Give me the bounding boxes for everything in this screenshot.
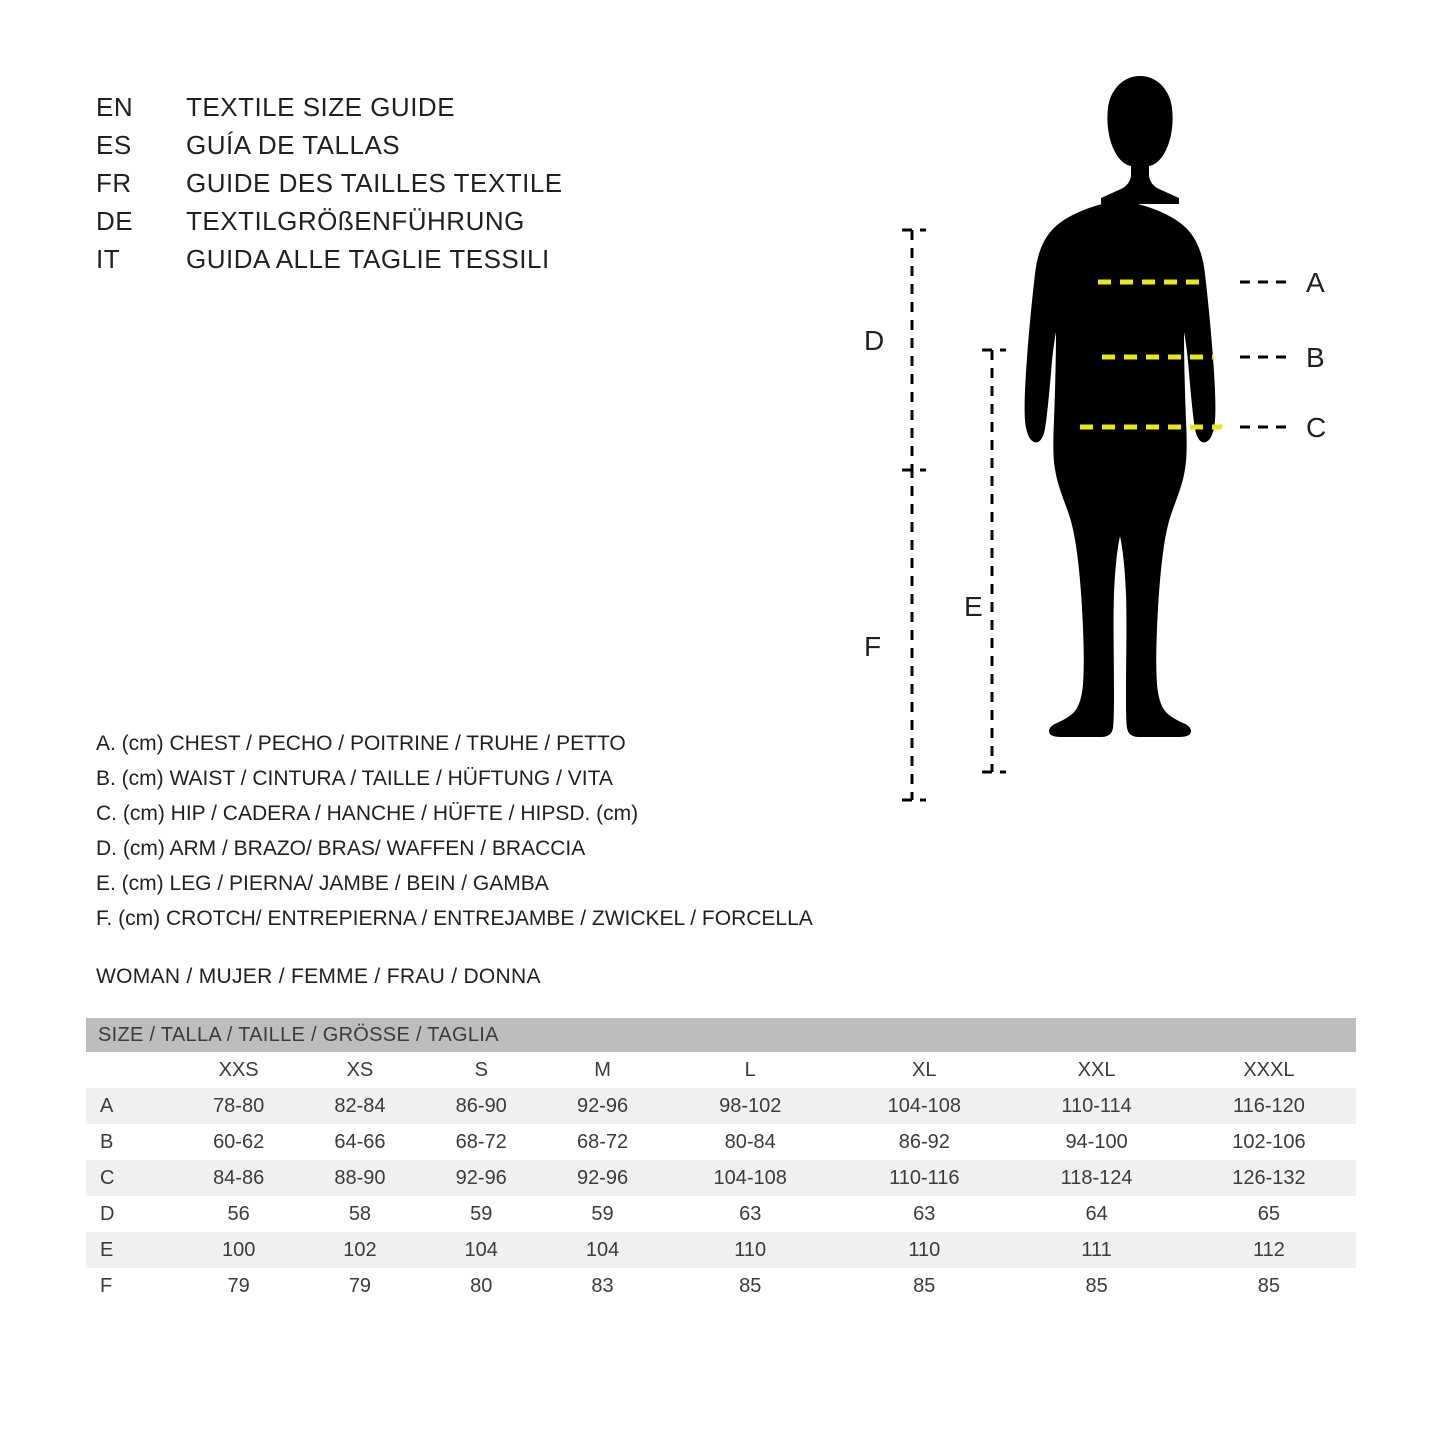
cell-f-l: 85 (663, 1268, 837, 1304)
cell-e-s: 104 (421, 1232, 542, 1268)
gender-label: WOMAN / MUJER / FEMME / FRAU / DONNA (96, 965, 541, 988)
cell-c-l: 104-108 (663, 1160, 837, 1196)
row-label-b: B (86, 1124, 178, 1160)
column-xl: XL (837, 1052, 1011, 1088)
legend-item-b: B. (cm) WAIST / CINTURA / TAILLE / HÜFTUNG / VITA (96, 767, 613, 790)
title-block (96, 92, 796, 282)
row-label-c: C (86, 1160, 178, 1196)
column-blank (86, 1052, 178, 1088)
title-lang-it: IT (96, 244, 121, 274)
cell-f-s: 80 (421, 1268, 542, 1304)
table-row (86, 1196, 1356, 1232)
cell-f-xl: 85 (837, 1268, 1011, 1304)
cell-e-m: 104 (542, 1232, 663, 1268)
title-lang-de: DE (96, 206, 134, 236)
title-text-de: TEXTILGRÖßENFÜHRUNG (186, 206, 525, 236)
cell-d-xl: 63 (837, 1196, 1011, 1232)
cell-d-s: 59 (421, 1196, 542, 1232)
column-m: M (542, 1052, 663, 1088)
arm-measure-bracket (902, 230, 926, 470)
cell-f-xxxl: 85 (1182, 1268, 1356, 1304)
cell-b-xs: 64-66 (299, 1124, 420, 1160)
legend-item-c: C. (cm) HIP / CADERA / HANCHE / HÜFTE / HIPSD. (cm) (96, 802, 639, 825)
column-xxl: XXL (1011, 1052, 1182, 1088)
cell-a-xxl: 110-114 (1011, 1088, 1182, 1124)
cell-b-l: 80-84 (663, 1124, 837, 1160)
cell-e-xxl: 111 (1011, 1232, 1182, 1268)
column-l: L (663, 1052, 837, 1088)
cell-b-xxl: 94-100 (1011, 1124, 1182, 1160)
column-xxs: XXS (178, 1052, 299, 1088)
cell-e-xxs: 100 (178, 1232, 299, 1268)
title-row (96, 168, 796, 206)
title-text-fr: GUIDE DES TAILLES TEXTILE (186, 168, 563, 198)
cell-d-xxl: 64 (1011, 1196, 1182, 1232)
cell-c-xxxl: 126-132 (1182, 1160, 1356, 1196)
title-row (96, 206, 796, 244)
cell-a-xxs: 78-80 (178, 1088, 299, 1124)
table-header-title: SIZE / TALLA / TAILLE / GRÖSSE / TAGLIA (86, 1018, 1356, 1052)
cell-e-xxxl: 112 (1182, 1232, 1356, 1268)
cell-c-xs: 88-90 (299, 1160, 420, 1196)
cell-e-xs: 102 (299, 1232, 420, 1268)
cell-c-xxs: 84-86 (178, 1160, 299, 1196)
table-row (86, 1160, 1356, 1196)
cell-a-m: 92-96 (542, 1088, 663, 1124)
cell-d-l: 63 (663, 1196, 837, 1232)
size-table (86, 1018, 1356, 1304)
cell-a-xxxl: 116-120 (1182, 1088, 1356, 1124)
cell-b-xl: 86-92 (837, 1124, 1011, 1160)
table-header-row (86, 1018, 1356, 1052)
cell-a-xl: 104-108 (837, 1088, 1011, 1124)
column-xs: XS (299, 1052, 420, 1088)
cell-a-s: 86-90 (421, 1088, 542, 1124)
marker-label-b: B (1306, 342, 1325, 373)
cell-b-m: 68-72 (542, 1124, 663, 1160)
row-label-a: A (86, 1088, 178, 1124)
cell-c-xl: 110-116 (837, 1160, 1011, 1196)
table-row (86, 1088, 1356, 1124)
title-lang-en: EN (96, 92, 134, 122)
cell-b-xxxl: 102-106 (1182, 1124, 1356, 1160)
cell-b-xxs: 60-62 (178, 1124, 299, 1160)
cell-f-xxs: 79 (178, 1268, 299, 1304)
cell-c-xxl: 118-124 (1011, 1160, 1182, 1196)
title-row (96, 244, 796, 282)
cell-c-m: 92-96 (542, 1160, 663, 1196)
legend-item-a: A. (cm) CHEST / PECHO / POITRINE / TRUHE / PETTO (96, 732, 626, 755)
table-column-row (86, 1052, 1356, 1088)
legend-item-e: E. (cm) LEG / PIERNA/ JAMBE / BEIN / GAMBA (96, 872, 549, 895)
table-row (86, 1232, 1356, 1268)
row-label-f: F (86, 1268, 178, 1304)
cell-d-xxs: 56 (178, 1196, 299, 1232)
title-row (96, 92, 796, 130)
cell-b-s: 68-72 (421, 1124, 542, 1160)
bracket-label-d: D (864, 325, 885, 356)
cell-c-s: 92-96 (421, 1160, 542, 1196)
cell-f-xs: 79 (299, 1268, 420, 1304)
cell-f-xxl: 85 (1011, 1268, 1182, 1304)
table-row (86, 1124, 1356, 1160)
column-xxxl: XXXL (1182, 1052, 1356, 1088)
female-silhouette-icon (1025, 76, 1216, 737)
marker-leader-lines (1240, 282, 1288, 427)
legend-block (96, 726, 976, 936)
legend-item-d: D. (cm) ARM / BRAZO/ BRAS/ WAFFEN / BRACCIA (96, 837, 586, 860)
title-text-en: TEXTILE SIZE GUIDE (186, 92, 456, 122)
row-label-e: E (86, 1232, 178, 1268)
cell-d-m: 59 (542, 1196, 663, 1232)
title-row (96, 130, 796, 168)
cell-f-m: 83 (542, 1268, 663, 1304)
bracket-label-e: E (964, 591, 983, 622)
bracket-label-f: F (864, 631, 882, 662)
row-label-d: D (86, 1196, 178, 1232)
legend-item-f: F. (cm) CROTCH/ ENTREPIERNA / ENTREJAMBE / ZWICKEL / FORCELLA (96, 907, 813, 930)
cell-a-xs: 82-84 (299, 1088, 420, 1124)
title-text-es: GUÍA DE TALLAS (186, 130, 401, 160)
title-text-it: GUIDA ALLE TAGLIE TESSILI (186, 244, 550, 274)
table-row (86, 1268, 1356, 1304)
title-lang-fr: FR (96, 168, 132, 198)
cell-d-xxxl: 65 (1182, 1196, 1356, 1232)
cell-d-xs: 58 (299, 1196, 420, 1232)
cell-e-l: 110 (663, 1232, 837, 1268)
cell-e-xl: 110 (837, 1232, 1011, 1268)
title-lang-es: ES (96, 130, 132, 160)
cell-a-l: 98-102 (663, 1088, 837, 1124)
column-s: S (421, 1052, 542, 1088)
leg-measure-bracket (982, 350, 1006, 772)
marker-label-c: C (1306, 412, 1327, 443)
marker-label-a: A (1306, 267, 1325, 298)
